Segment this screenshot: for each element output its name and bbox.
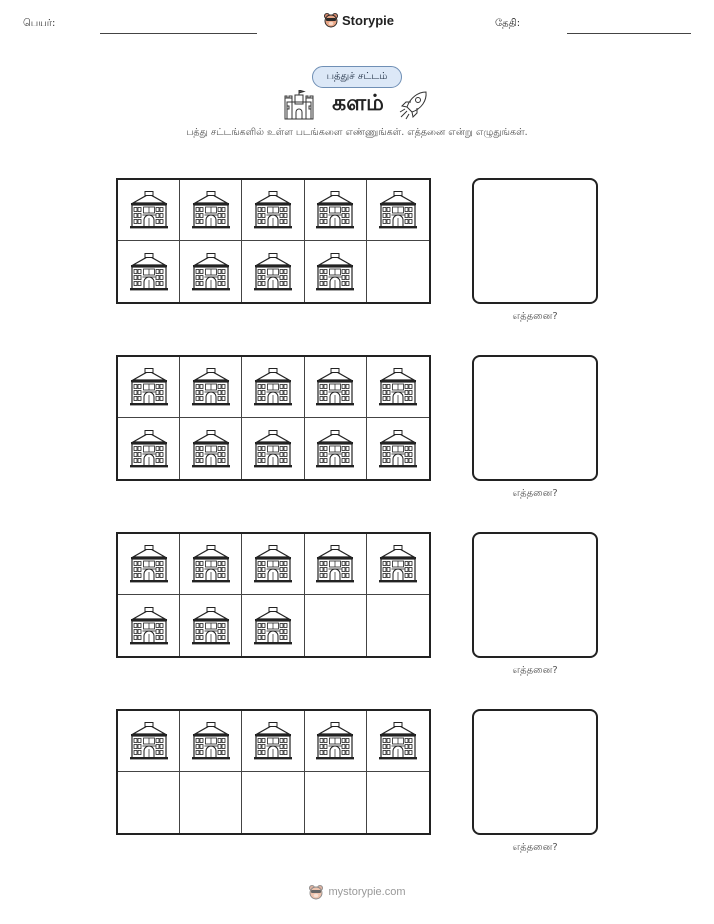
building-icon xyxy=(129,607,169,645)
date-line[interactable] xyxy=(567,33,691,34)
frame-cell xyxy=(118,772,180,833)
frame-cell xyxy=(305,711,367,772)
frame-cell xyxy=(305,534,367,595)
answer-box-3[interactable] xyxy=(472,532,598,658)
building-icon xyxy=(253,607,293,645)
building-icon xyxy=(378,430,418,468)
building-icon xyxy=(253,253,293,291)
building-icon xyxy=(129,191,169,229)
answer-label-3: எத்தனை? xyxy=(512,665,558,676)
answer-label-1: எத்தனை? xyxy=(512,311,558,322)
building-icon xyxy=(315,545,355,583)
frame-cell xyxy=(242,418,304,479)
frame-cell xyxy=(305,241,367,302)
building-icon xyxy=(253,368,293,406)
building-icon xyxy=(129,430,169,468)
building-icon xyxy=(129,722,169,760)
ten-frame-2 xyxy=(116,355,431,481)
page-title: களம் xyxy=(332,91,384,116)
frame-cell xyxy=(305,595,367,656)
ten-frame-1 xyxy=(116,178,431,304)
name-label: பெயர்: xyxy=(23,18,56,29)
building-icon xyxy=(191,253,231,291)
frame-cell xyxy=(180,357,242,418)
bear-icon xyxy=(308,884,324,900)
frame-cell xyxy=(367,711,429,772)
ten-frame-3 xyxy=(116,532,431,658)
brand-name: Storypie xyxy=(342,12,395,28)
brand-logo xyxy=(323,12,394,28)
building-icon xyxy=(253,191,293,229)
frame-cell xyxy=(180,418,242,479)
bear-icon xyxy=(323,12,339,28)
frame-cell xyxy=(367,357,429,418)
frame-cell xyxy=(180,772,242,833)
building-icon xyxy=(378,368,418,406)
frame-cell xyxy=(367,772,429,833)
frame-cell xyxy=(118,595,180,656)
footer-url: mystorypie.com xyxy=(328,886,406,898)
answer-label-4: எத்தனை? xyxy=(512,842,558,853)
frame-cell xyxy=(242,534,304,595)
frame-cell xyxy=(118,534,180,595)
frame-cell xyxy=(367,595,429,656)
building-icon xyxy=(378,191,418,229)
building-icon xyxy=(191,368,231,406)
date-label: தேதி: xyxy=(495,18,521,29)
instructions: பத்து சட்டங்களில் உள்ள படங்களை எண்ணுங்கள். எத்தனை என்று எழுதுங்கள். xyxy=(186,127,528,138)
building-icon xyxy=(129,253,169,291)
frame-cell xyxy=(180,534,242,595)
building-icon xyxy=(315,368,355,406)
building-icon xyxy=(378,722,418,760)
building-icon xyxy=(253,545,293,583)
answer-box-2[interactable] xyxy=(472,355,598,481)
building-icon xyxy=(129,368,169,406)
building-icon xyxy=(191,191,231,229)
building-icon xyxy=(378,545,418,583)
frame-cell xyxy=(242,180,304,241)
name-line[interactable] xyxy=(100,33,257,34)
frame-cell xyxy=(180,180,242,241)
building-icon xyxy=(191,430,231,468)
building-icon xyxy=(191,545,231,583)
frame-cell xyxy=(118,180,180,241)
building-icon xyxy=(129,545,169,583)
building-icon xyxy=(191,722,231,760)
frame-cell xyxy=(367,180,429,241)
frame-cell xyxy=(118,418,180,479)
frame-cell xyxy=(180,595,242,656)
answer-box-1[interactable] xyxy=(472,178,598,304)
frame-cell xyxy=(180,241,242,302)
frame-cell xyxy=(305,180,367,241)
answer-label-2: எத்தனை? xyxy=(512,488,558,499)
castle-icon xyxy=(283,90,315,120)
frame-cell xyxy=(118,711,180,772)
frame-cell xyxy=(242,595,304,656)
topic-badge: பத்துச் சட்டம் xyxy=(312,66,402,88)
frame-cell xyxy=(305,357,367,418)
building-icon xyxy=(315,430,355,468)
footer xyxy=(0,884,714,900)
rocket-icon xyxy=(398,90,430,120)
building-icon xyxy=(191,607,231,645)
frame-cell xyxy=(305,772,367,833)
frame-cell xyxy=(180,711,242,772)
frame-cell xyxy=(367,241,429,302)
building-icon xyxy=(315,191,355,229)
frame-cell xyxy=(305,418,367,479)
frame-cell xyxy=(242,241,304,302)
frame-cell xyxy=(118,357,180,418)
frame-cell xyxy=(367,418,429,479)
building-icon xyxy=(315,253,355,291)
building-icon xyxy=(253,722,293,760)
frame-cell xyxy=(242,711,304,772)
frame-cell xyxy=(367,534,429,595)
frame-cell xyxy=(242,357,304,418)
ten-frame-4 xyxy=(116,709,431,835)
frame-cell xyxy=(242,772,304,833)
frame-cell xyxy=(118,241,180,302)
building-icon xyxy=(315,722,355,760)
building-icon xyxy=(253,430,293,468)
answer-box-4[interactable] xyxy=(472,709,598,835)
